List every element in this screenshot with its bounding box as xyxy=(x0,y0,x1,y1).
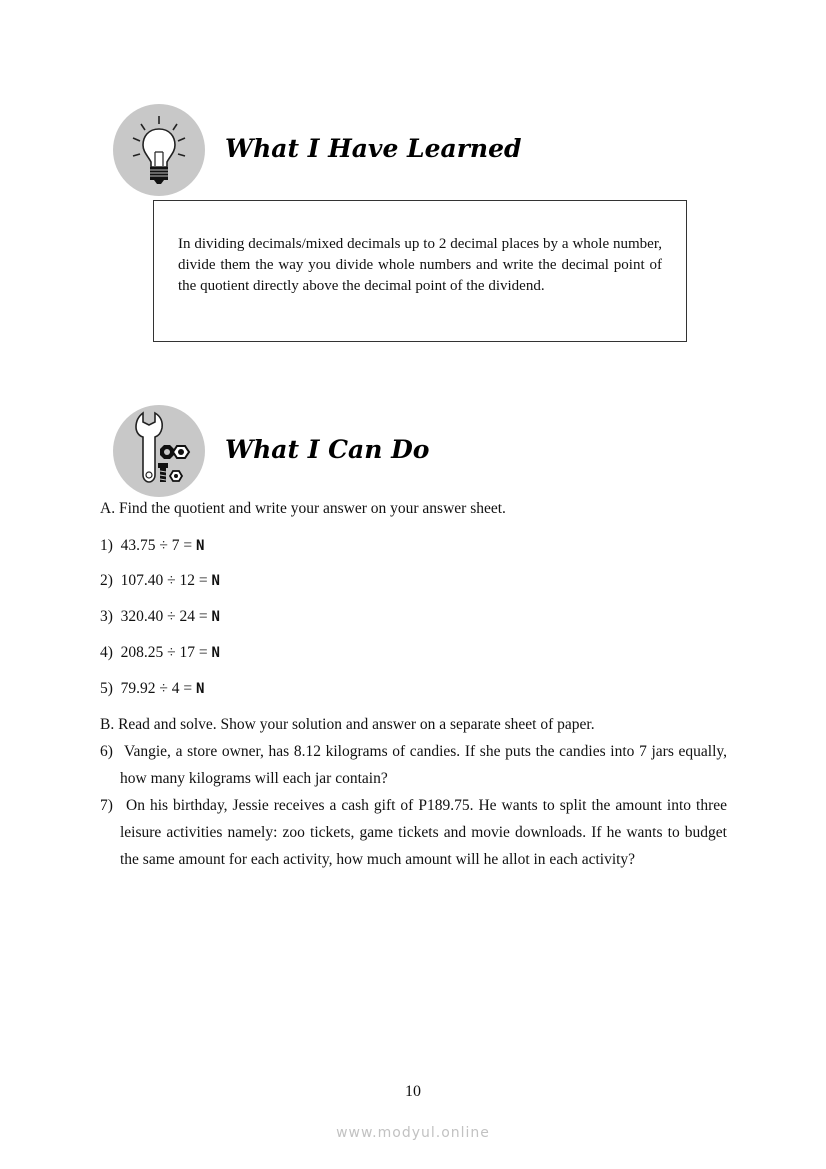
item-expression: 107.40 ÷ 12 = xyxy=(120,572,208,589)
item-expression: 43.75 ÷ 7 = xyxy=(120,537,193,554)
problem-text: On his birthday, Jessie receives a cash gift of P189.75. He wants to split the amount into three leisure activities namely: zoo tickets, game tickets and movie downloads. If he wants to budget the same amount for each activity, how much amount will he allot in each activity? xyxy=(120,797,727,868)
item-answer: N xyxy=(211,573,220,589)
word-problem xyxy=(100,738,727,792)
part-a-instruction: A. Find the quotient and write your answer on your answer sheet. xyxy=(100,500,506,517)
item-expression: 79.92 ÷ 4 = xyxy=(120,680,193,697)
problem-item xyxy=(100,572,220,590)
item-answer: N xyxy=(196,681,205,697)
item-number: 3) xyxy=(100,608,113,625)
summary-text: In dividing decimals/mixed decimals up to 2 decimal places by a whole number, divide them the way you divide whole numbers and write the decimal point of the quotient directly above the decimal point of the dividend. xyxy=(178,236,662,294)
section-title-learned: What I Have Learned xyxy=(225,134,522,163)
item-answer: N xyxy=(211,645,220,661)
problem-number: 6) xyxy=(100,743,113,760)
item-number: 5) xyxy=(100,680,113,697)
item-number: 1) xyxy=(100,537,113,554)
item-answer: N xyxy=(211,609,220,625)
item-expression: 208.25 ÷ 17 = xyxy=(120,644,208,661)
section-title-cando: What I Can Do xyxy=(225,435,430,464)
wrench-icon xyxy=(113,405,205,497)
problem-number: 7) xyxy=(100,797,113,814)
page-number: 10 xyxy=(405,1083,421,1100)
item-expression: 320.40 ÷ 24 = xyxy=(120,608,208,625)
part-b-instruction: B. Read and solve. Show your solution and answer on a separate sheet of paper. xyxy=(100,716,595,733)
item-number: 2) xyxy=(100,572,113,589)
problem-item xyxy=(100,608,220,626)
lightbulb-icon xyxy=(113,104,205,196)
problem-item xyxy=(100,537,204,555)
word-problem xyxy=(100,792,727,873)
problem-item xyxy=(100,680,204,698)
watermark: www.modyul.online xyxy=(336,1125,490,1141)
summary-box xyxy=(153,200,687,342)
item-answer: N xyxy=(196,538,205,554)
problem-item xyxy=(100,644,220,662)
item-number: 4) xyxy=(100,644,113,661)
problem-text: Vangie, a store owner, has 8.12 kilograms of candies. If she puts the candies into 7 jars equally, how many kilograms will each jar contain? xyxy=(120,743,727,787)
